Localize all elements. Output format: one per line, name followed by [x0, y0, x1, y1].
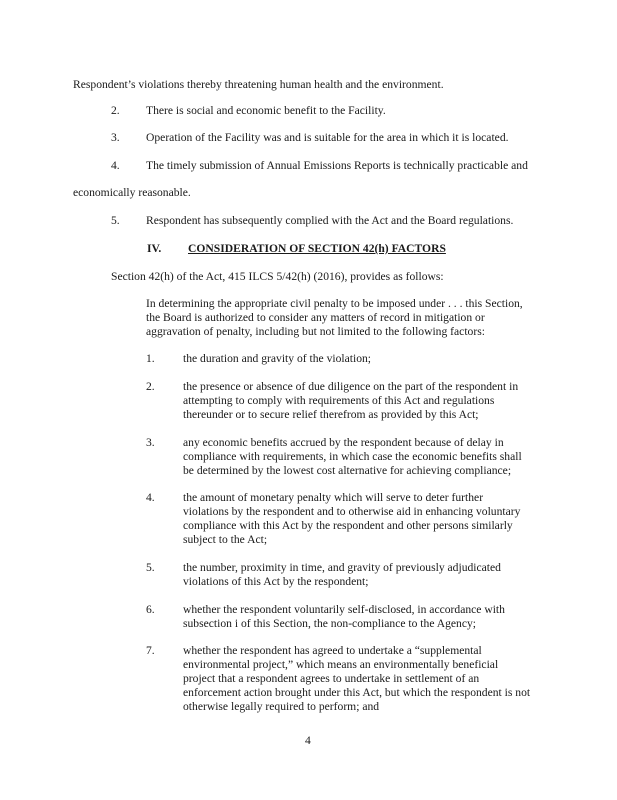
finding-5-text: Respondent has subsequently complied with the Act and the Board regulations.: [146, 214, 514, 227]
finding-2-text: There is social and economic benefit to the Facility.: [146, 104, 386, 117]
factor-4-line: compliance with this Act by the respondent and other persons similarly: [183, 519, 513, 532]
factor-7-number: 7.: [146, 644, 155, 657]
factor-1-number: 1.: [146, 352, 155, 365]
finding-4-text: The timely submission of Annual Emissions Reports is technically practicable and: [146, 159, 528, 172]
factor-7-line: environmental project,” which means an environmentally beneficial: [183, 658, 499, 671]
factor-6-number: 6.: [146, 603, 155, 616]
factor-6-line: subsection i of this Section, the non-compliance to the Agency;: [183, 617, 477, 630]
factor-3-line: any economic benefits accrued by the respondent because of delay in: [183, 436, 504, 449]
finding-3-text: Operation of the Facility was and is suitable for the area in which it is located.: [146, 131, 509, 144]
factor-3-number: 3.: [146, 436, 155, 449]
factor-2-number: 2.: [146, 380, 155, 393]
factor-4-line: subject to the Act;: [183, 533, 268, 546]
factor-5-line: the number, proximity in time, and gravity of previously adjudicated: [183, 561, 501, 574]
factor-5-number: 5.: [146, 561, 155, 574]
factor-2-line: thereunder or to secure relief therefrom as provided by this Act;: [183, 408, 479, 421]
factor-1-line: the duration and gravity of the violation;: [183, 352, 372, 365]
section-intro: Section 42(h) of the Act, 415 ILCS 5/42(h) (2016), provides as follows:: [111, 270, 444, 283]
factor-6-line: whether the respondent voluntarily self-disclosed, in accordance with: [183, 603, 505, 616]
factor-7-line: project that a respondent agrees to undertake in settlement of an: [183, 672, 480, 685]
page-number: 4: [305, 734, 311, 747]
factor-4-line: violations by the respondent and to otherwise aid in enhancing voluntary: [183, 505, 521, 518]
factor-4-line: the amount of monetary penalty which will serve to deter further: [183, 491, 484, 504]
findings-continuation: Respondent’s violations thereby threatening human health and the environment.: [73, 78, 444, 91]
quote-line-3: aggravation of penalty, including but not limited to the following factors:: [146, 325, 485, 338]
factor-7-line: otherwise legally required to perform; and: [183, 700, 380, 713]
factor-7-line: whether the respondent has agreed to undertake a “supplemental: [183, 644, 482, 657]
factor-3-line: be determined by the lowest cost alternative for achieving compliance;: [183, 464, 512, 477]
factor-3-line: compliance with requirements, in which case the economic benefits shall: [183, 450, 522, 463]
factor-2-line: attempting to comply with requirements of this Act and regulations: [183, 394, 495, 407]
section-title: CONSIDERATION OF SECTION 42(h) FACTORS: [188, 242, 446, 255]
quote-line-1: In determining the appropriate civil penalty to be imposed under . . . this Section,: [146, 297, 523, 310]
quote-line-2: the Board is authorized to consider any matters of record in mitigation or: [146, 311, 485, 324]
finding-4-text-continued: economically reasonable.: [73, 186, 191, 199]
finding-4-number: 4.: [111, 159, 120, 172]
section-numeral: IV.: [147, 242, 162, 255]
factor-2-line: the presence or absence of due diligence on the part of the respondent in: [183, 380, 519, 393]
finding-5-number: 5.: [111, 214, 120, 227]
finding-2-number: 2.: [111, 104, 120, 117]
factor-4-number: 4.: [146, 491, 155, 504]
factor-5-line: violations of this Act by the respondent;: [183, 575, 369, 588]
factor-7-line: enforcement action brought under this Act, but which the respondent is not: [183, 686, 531, 699]
finding-3-number: 3.: [111, 131, 120, 144]
